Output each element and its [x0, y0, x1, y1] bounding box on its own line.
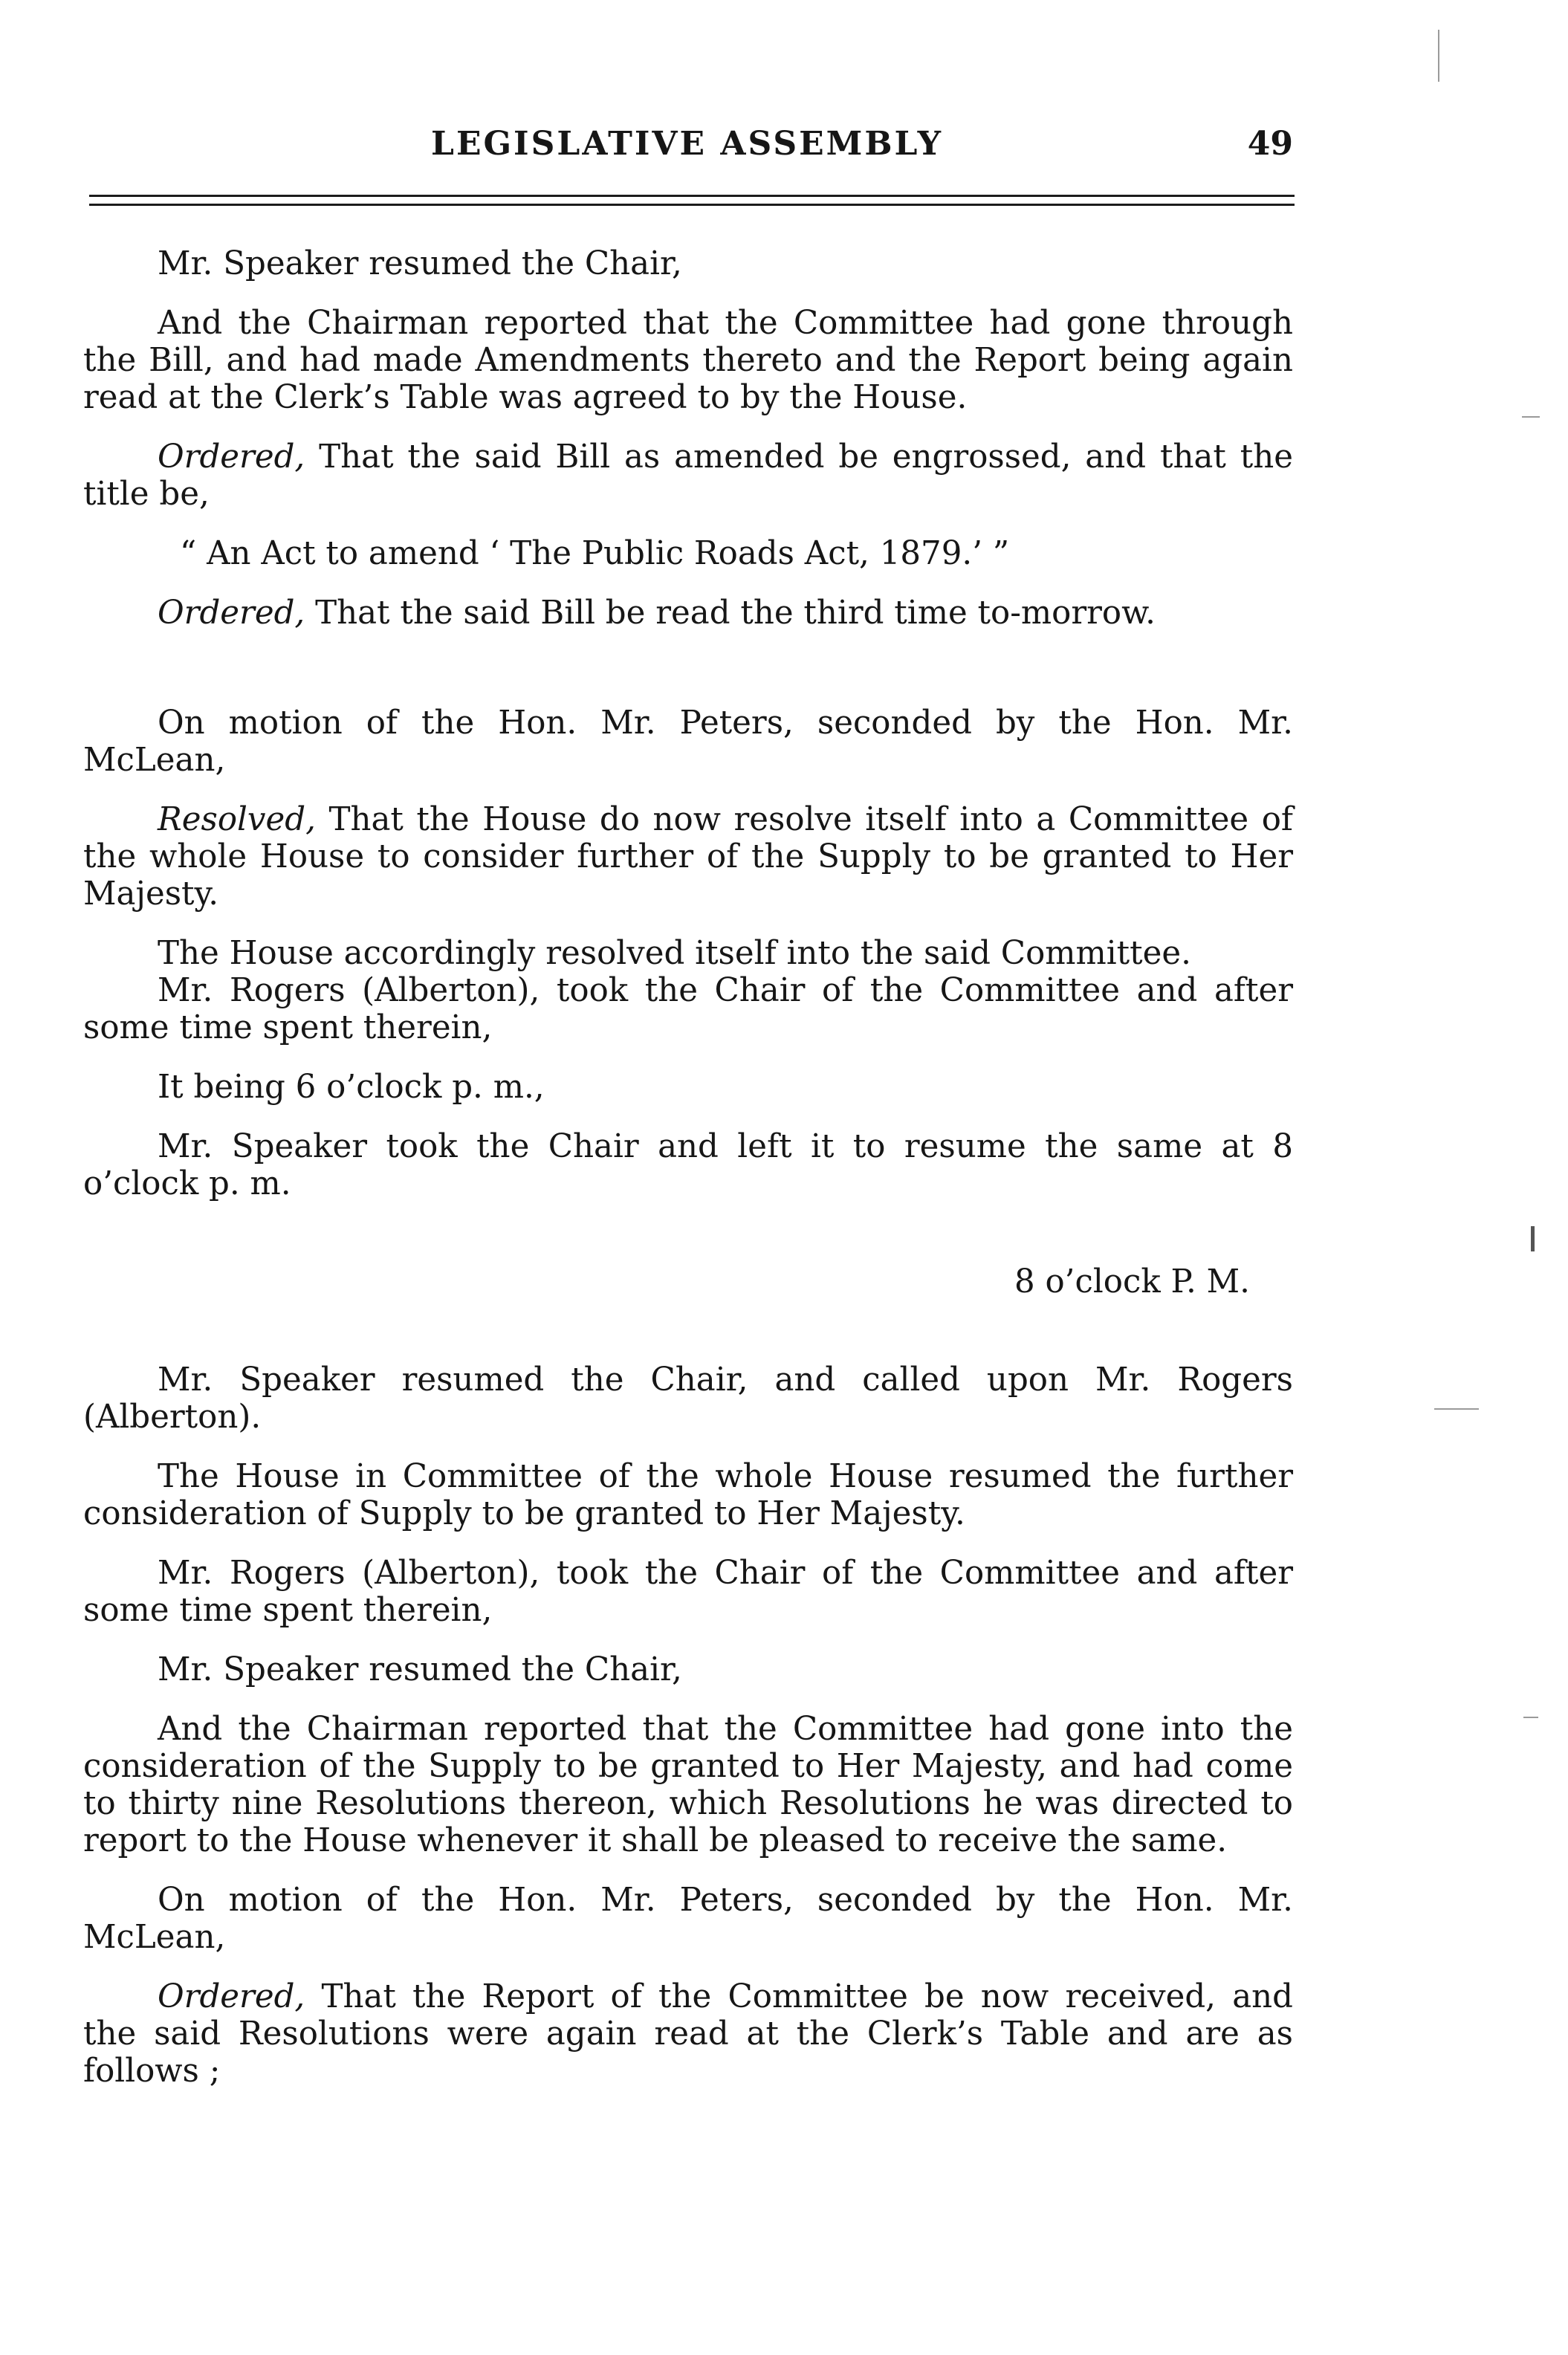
- paragraph: [83, 438, 1293, 513]
- paragraph: [83, 595, 1293, 632]
- paragraph-text: It being 6 o’clock p. m.,: [158, 1069, 545, 1106]
- scan-mark: [1438, 30, 1439, 82]
- scan-mark: [1531, 1226, 1535, 1251]
- paragraph-text: On motion of the Hon. Mr. Peters, seconded by the Hon. Mr. McLean,: [83, 1882, 1293, 1956]
- header-rule-top: [89, 195, 1295, 197]
- paragraph-text: That the House do now resolve itself into a Committee of the whole House to consider further of the Supply to be granted to Her Majesty.: [83, 801, 1293, 913]
- running-header: [89, 125, 1293, 169]
- paragraph-text: The House in Committee of the whole House resumed the further consideration of Supply to be granted to Her Majesty.: [83, 1458, 1293, 1532]
- scan-mark: [1522, 416, 1540, 418]
- paragraph: [83, 801, 1293, 913]
- paragraph-text: Mr. Speaker resumed the Chair,: [158, 245, 682, 282]
- paragraph-text: That the Report of the Committee be now received, and the said Resolutions were again read at the Clerk’s Table and are as follows ;: [83, 1978, 1293, 2090]
- page-body: [83, 245, 1293, 2090]
- paragraph-text: That the said Bill as amended be engrossed, and that the title be,: [83, 438, 1293, 513]
- paragraph: [83, 972, 1293, 1046]
- paragraph-text: 8 o’clock P. M.: [1014, 1263, 1250, 1300]
- paragraph-lead: Ordered,: [158, 595, 305, 632]
- paragraph: [83, 704, 1293, 779]
- time-marker: [83, 1263, 1293, 1300]
- paragraph: [83, 245, 1293, 282]
- paragraph-lead: Ordered,: [158, 438, 305, 476]
- paragraph-lead: Ordered,: [158, 1978, 305, 2015]
- paragraph: [83, 935, 1293, 972]
- paragraph: [83, 1458, 1293, 1532]
- paragraph-lead: Resolved,: [158, 801, 316, 838]
- paragraph: [83, 1882, 1293, 1956]
- paragraph-text: On motion of the Hon. Mr. Peters, seconded by the Hon. Mr. McLean,: [83, 704, 1293, 779]
- paragraph: [83, 1978, 1293, 2090]
- paragraph-text: Mr. Speaker resumed the Chair, and called upon Mr. Rogers (Alberton).: [83, 1361, 1293, 1436]
- scan-mark: [1523, 1717, 1538, 1718]
- paragraph: [83, 1711, 1293, 1859]
- paragraph-text: Mr. Rogers (Alberton), took the Chair of the Committee and after some time spent therein,: [83, 1555, 1293, 1629]
- bill-title-quote: [83, 535, 1293, 572]
- paragraph-text: “ An Act to amend ‘ The Public Roads Act, 1879.’ ”: [180, 535, 1010, 572]
- paragraph: [83, 1555, 1293, 1629]
- page-number: 49: [1247, 125, 1293, 163]
- paragraph: [83, 1128, 1293, 1202]
- scan-mark: [1434, 1408, 1479, 1410]
- paragraph-text: And the Chairman reported that the Committee had gone through the Bill, and had made Amendments thereto and the Report being again read at the Clerk’s Table was agreed to by the House.: [83, 305, 1293, 416]
- paragraph-text: And the Chairman reported that the Committee had gone into the consideration of the Supply to be granted to Her Majesty, and had come to thirty nine Resolutions thereon, which Resolutions he was directed to report to the House whenever it shall be pleased to receive the same.: [83, 1711, 1293, 1859]
- paragraph: [83, 1651, 1293, 1688]
- paragraph-text: Mr. Speaker took the Chair and left it to resume the same at 8 o’clock p. m.: [83, 1128, 1293, 1202]
- header-rule-bottom: [89, 204, 1295, 206]
- paragraph-text: The House accordingly resolved itself into the said Committee.: [158, 935, 1191, 972]
- paragraph: [83, 305, 1293, 416]
- paragraph: [83, 1361, 1293, 1436]
- page-header-title: LEGISLATIVE ASSEMBLY: [431, 125, 944, 163]
- paragraph-text: That the said Bill be read the third time to-morrow.: [305, 595, 1156, 632]
- paragraph-text: Mr. Speaker resumed the Chair,: [158, 1651, 682, 1688]
- paragraph-text: Mr. Rogers (Alberton), took the Chair of the Committee and after some time spent therein,: [83, 972, 1293, 1046]
- paragraph: [83, 1069, 1293, 1106]
